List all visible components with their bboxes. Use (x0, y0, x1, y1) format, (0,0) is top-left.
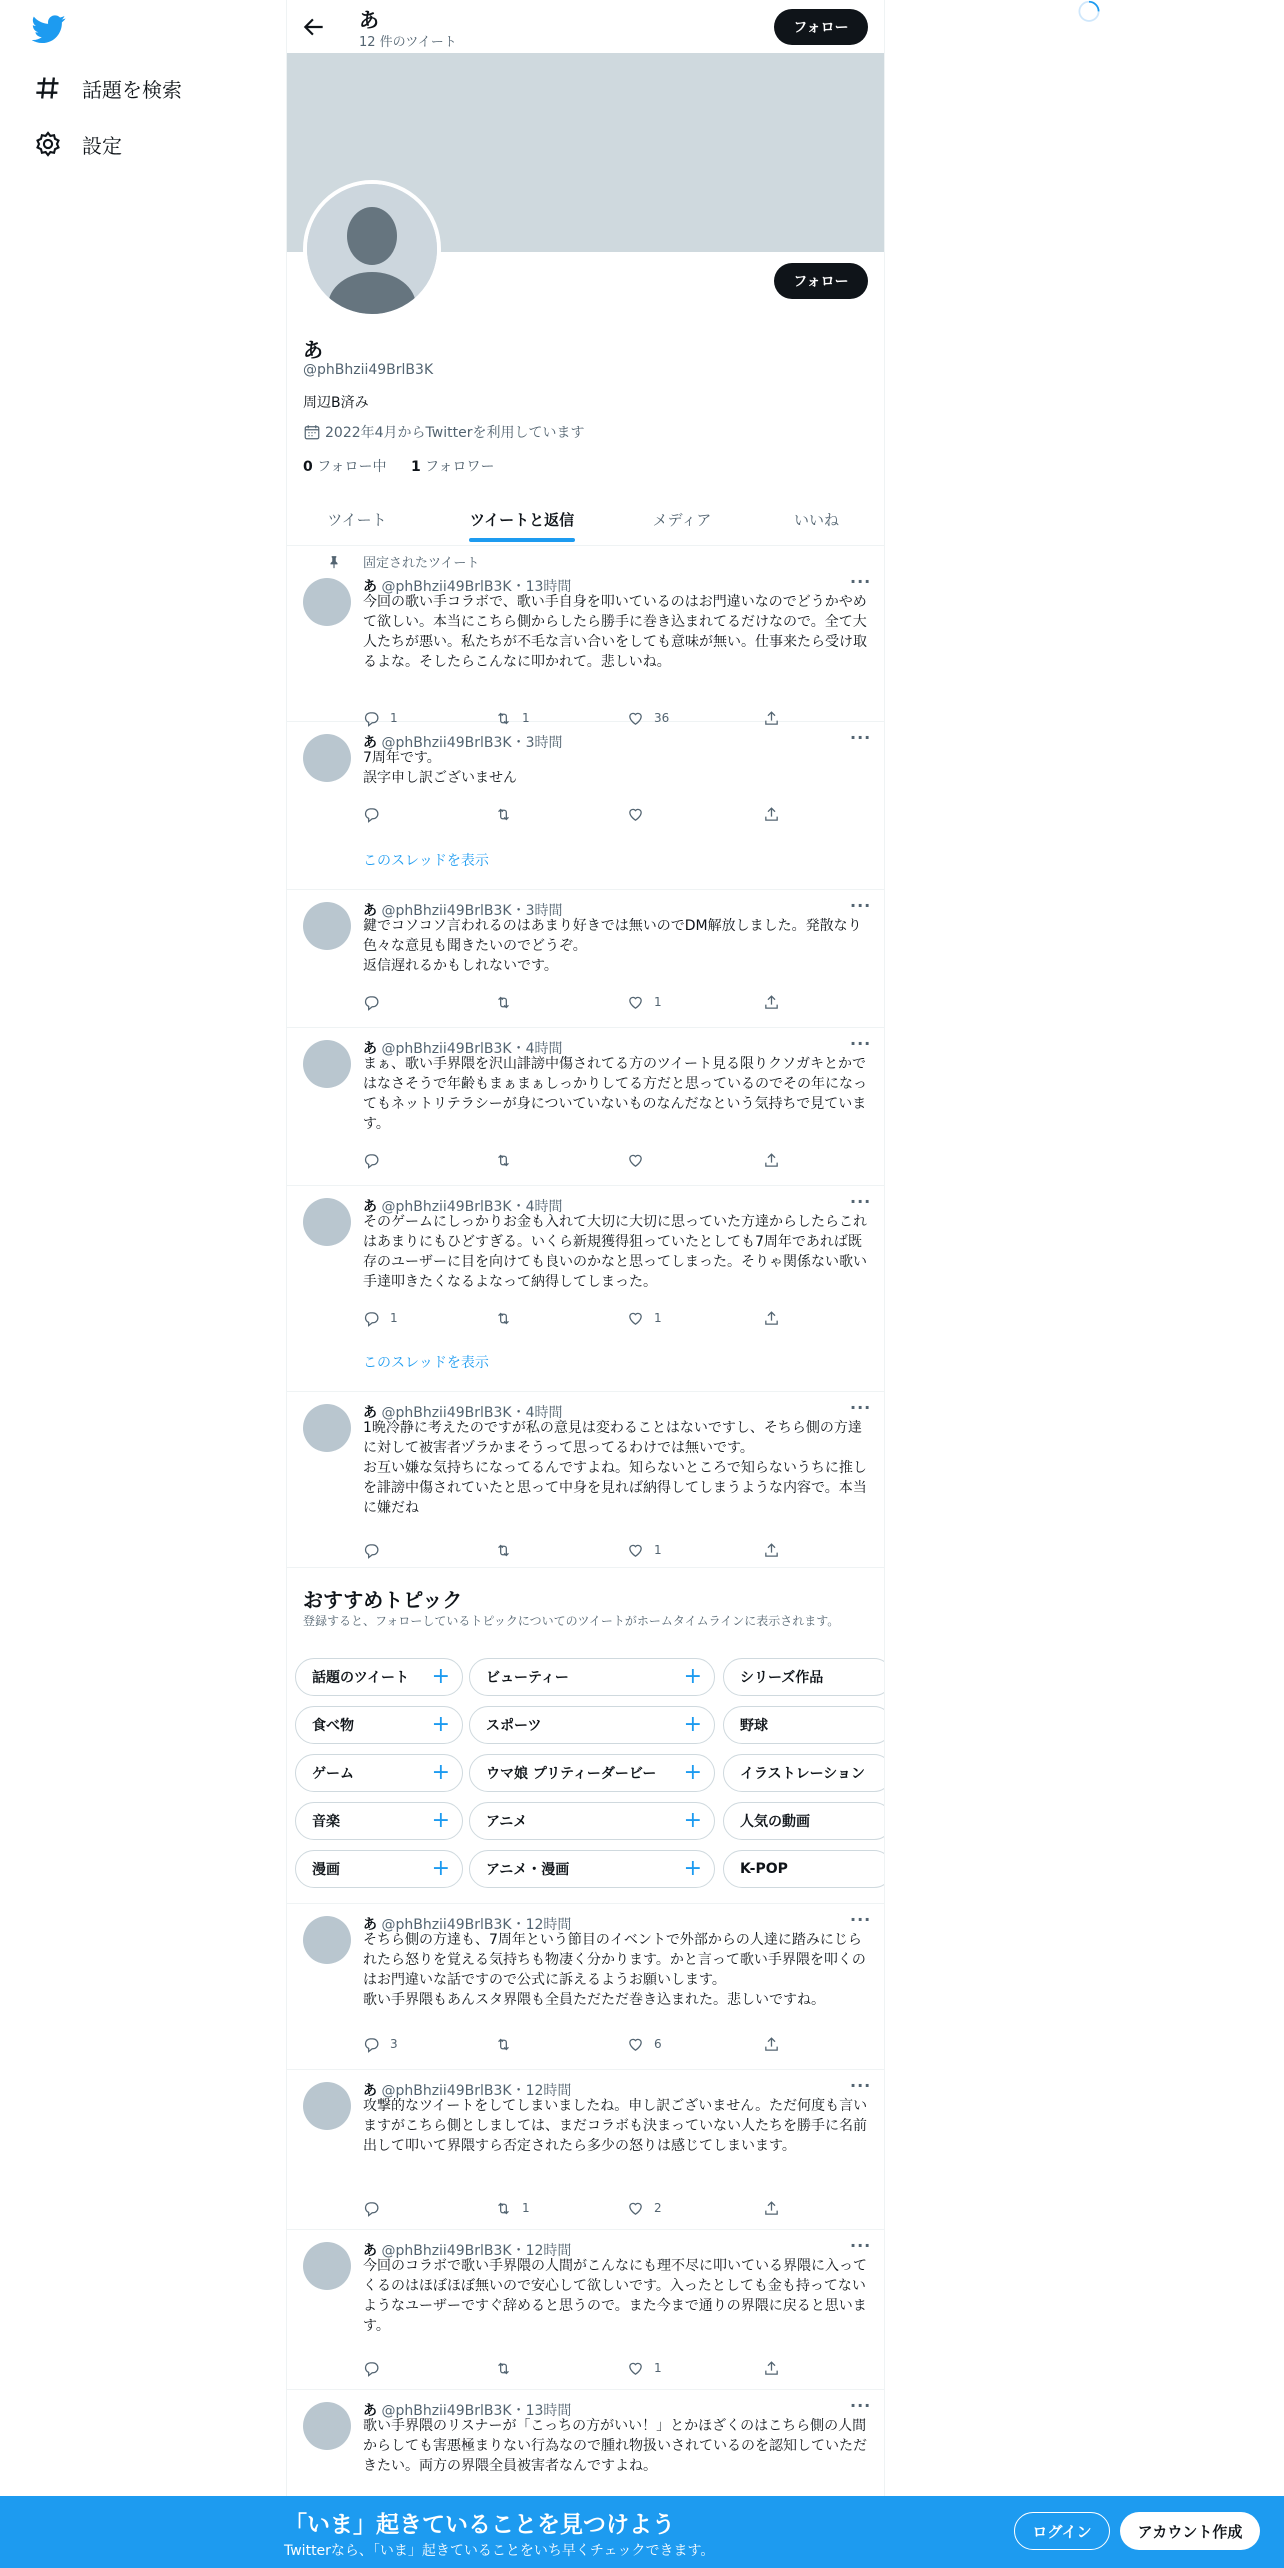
tab-likes[interactable]: いいね (793, 511, 839, 529)
reply-button[interactable] (363, 804, 390, 824)
heart-icon (627, 2036, 644, 2053)
like-count: 1 (654, 2361, 662, 2375)
tweet-author-name[interactable]: あ (363, 2403, 377, 2419)
plus-icon[interactable]: + (683, 1760, 702, 1785)
heart-icon (627, 994, 644, 1011)
tweet-avatar[interactable] (303, 902, 351, 950)
heart-icon (627, 1310, 644, 1327)
reply-icon (363, 2360, 380, 2377)
retweet-button[interactable] (495, 1150, 522, 1170)
profile-joined-text: 2022年4月からTwitterを利用しています (325, 425, 585, 441)
plus-icon[interactable]: + (431, 1760, 450, 1785)
tweet-text: 1晩冷静に考えたのですが私の意見は変わることはないですし、そちら側の方達に対して被害者ヅラかまそうって思ってるわけでは無いです。 お互い嫌な気持ちになってるんですよね。知らないところで知らないうちに推しを誹謗中傷されていたと思って中身を見れば納得してしまうような内容で。本当に嫌だね (363, 1420, 867, 1516)
topic-chip[interactable] (723, 1706, 885, 1744)
share-button[interactable] (763, 1540, 790, 1560)
followers-link[interactable] (411, 459, 495, 475)
topic-chip-label: ゲーム (312, 1766, 354, 1782)
tweet-author-name[interactable]: あ (363, 1041, 377, 1057)
share-icon (763, 1152, 780, 1169)
tweet-meta: @phBhzii49BrlB3K・4時間 (381, 1199, 563, 1215)
tweet-actions (363, 1308, 793, 1328)
header-follow-button[interactable]: フォロー (774, 9, 868, 45)
tweet-actions (363, 2358, 793, 2378)
back-arrow-icon[interactable] (301, 14, 327, 40)
like-button[interactable] (627, 2034, 662, 2054)
gear-icon (34, 130, 62, 158)
pinned-label-text: 固定されたツイート (363, 556, 480, 571)
following-link[interactable] (303, 459, 387, 475)
reply-button[interactable] (363, 1150, 390, 1170)
plus-icon[interactable]: + (431, 1856, 450, 1881)
retweet-button[interactable] (495, 804, 522, 824)
topic-chip-label: 人気の動画 (740, 1814, 810, 1830)
tweet-actions (363, 1540, 793, 1560)
tweet-author-name[interactable]: あ (363, 2243, 377, 2259)
nav-explore[interactable] (34, 68, 182, 108)
retweet-button[interactable] (495, 2034, 522, 2054)
reply-button[interactable] (363, 2034, 398, 2054)
retweet-count: 1 (522, 2201, 530, 2215)
tweet-meta: @phBhzii49BrlB3K・4時間 (381, 1405, 563, 1421)
tweet-text: 今回のコラボで歌い手界隈の人間がこんなにも理不尽に叩いている界隈に入ってくるのはほぼほぼ無いので安心して欲しいです。入ったとしても金も持ってないようなユーザーですぐ辞めると思うので。また今まで通りの界隈に戻ると思います。 (363, 2258, 867, 2334)
topic-chip[interactable] (723, 1850, 885, 1888)
plus-icon[interactable]: + (431, 1664, 450, 1689)
header-name: あ (359, 8, 379, 32)
topic-chip-label: 漫画 (312, 1862, 340, 1878)
main-column (286, 0, 885, 2568)
nav-settings-label: 設定 (82, 133, 122, 158)
tweet[interactable] (287, 722, 885, 890)
more-options-icon[interactable]: ··· (850, 2236, 872, 2255)
tweet[interactable] (287, 2390, 885, 2510)
topic-chip[interactable] (469, 1658, 715, 1696)
left-sidebar (0, 0, 286, 2568)
default-avatar-icon (307, 184, 437, 314)
like-count: 6 (654, 2037, 662, 2051)
like-button[interactable] (627, 1540, 662, 1560)
reply-button[interactable] (363, 2198, 390, 2218)
retweet-icon (495, 2200, 512, 2217)
like-count: 1 (654, 1543, 662, 1557)
tweet-avatar[interactable] (303, 578, 351, 626)
tweet[interactable] (287, 890, 885, 1028)
topic-chip-label: スポーツ (486, 1718, 542, 1734)
like-button[interactable] (627, 1308, 662, 1328)
retweet-icon (495, 994, 512, 1011)
reply-icon (363, 1152, 380, 1169)
share-icon (763, 2036, 780, 2053)
like-button[interactable] (627, 804, 654, 824)
topic-chip[interactable] (469, 1850, 715, 1888)
twitter-logo-icon[interactable] (32, 12, 66, 46)
tweet[interactable] (287, 1186, 885, 1392)
share-button[interactable] (763, 992, 790, 1012)
heart-icon (627, 2200, 644, 2217)
like-count: 36 (654, 711, 670, 725)
retweet-button[interactable] (495, 992, 522, 1012)
more-options-icon[interactable]: ··· (850, 2396, 872, 2415)
plus-icon[interactable]: + (683, 1712, 702, 1737)
tweet-text: まぁ、歌い手界隈を沢山誹謗中傷されてる方のツイート見る限りクソガキとかではなさそうで年齢もまぁまぁしっかりしてる方だと思っているのでその年になってもネットリテラシーが身についていないものなんだなという気持ちで見ています。 (363, 1056, 867, 1132)
like-button[interactable] (627, 2198, 662, 2218)
topic-chip[interactable] (295, 1850, 463, 1888)
share-icon (763, 994, 780, 1011)
share-button[interactable] (763, 2034, 790, 2054)
tweet-text: 今回の歌い手コラボで、歌い手自身を叩いているのはお門違いなのでどうかやめて欲しい。本当にこちら側からしたら勝手に巻き込まれてるだけなので。全て大人たちが悪い。私たちが不毛な言い合いをしても意味が無い。仕事来たら受け取るよな。そしたらこんなに叩かれて。悲しいね。 (363, 594, 867, 670)
tweet-text: 7周年です。 誤字申し訳ございません (363, 750, 517, 786)
topic-chip-label: イラストレーション (740, 1766, 866, 1782)
plus-icon[interactable]: + (683, 1856, 702, 1881)
tab-tweets-and-replies[interactable]: ツイートと返信 (469, 511, 575, 529)
tweet-author-name[interactable]: あ (363, 579, 377, 595)
nav-explore-label: 話題を検索 (82, 77, 182, 102)
topic-chip-label: 話題のツイート (312, 1670, 410, 1686)
tweet[interactable] (287, 1028, 885, 1186)
following-label: フォロー中 (312, 459, 387, 475)
reply-icon (363, 1310, 380, 1327)
retweet-button[interactable] (495, 1308, 522, 1328)
tweet-avatar[interactable] (303, 1404, 351, 1452)
followers-label: フォロワー (420, 459, 495, 475)
share-icon (763, 2360, 780, 2377)
reply-button[interactable] (363, 992, 390, 1012)
retweet-button[interactable] (495, 2198, 530, 2218)
login-button[interactable]: ログイン (1014, 2512, 1110, 2550)
plus-icon[interactable]: + (683, 1808, 702, 1833)
topic-chip-label: 食べ物 (312, 1718, 354, 1734)
tweet[interactable] (287, 2070, 885, 2230)
share-icon (763, 806, 780, 823)
retweet-button[interactable] (495, 1540, 522, 1560)
tab-tweets[interactable]: ツイート (327, 511, 387, 529)
tweet-text: 歌い手界隈のリスナーが「こっちの方がいい！」とかほざくのはこちら側の人間からしても害悪極まりない行為なので腫れ物扱いされているのを認知していただきたい。両方の界隈全員被害者なんですよね。 (363, 2418, 867, 2474)
tweet-author-name[interactable]: あ (363, 1405, 377, 1421)
retweet-icon (495, 2360, 512, 2377)
retweet-icon (495, 1152, 512, 1169)
like-count: 2 (654, 2201, 662, 2215)
like-count: 1 (654, 1311, 662, 1325)
reply-count: 3 (390, 2037, 398, 2051)
following-count: 0 (303, 459, 313, 475)
more-options-icon[interactable]: ··· (850, 728, 872, 747)
more-options-icon[interactable]: ··· (850, 1398, 872, 1417)
recommended-topics (287, 1568, 885, 1904)
tweet-avatar[interactable] (303, 2402, 351, 2450)
profile-follow-stats (303, 456, 494, 476)
plus-icon[interactable]: + (683, 1664, 702, 1689)
tweet-actions (363, 804, 793, 824)
profile-handle: @phBhzii49BrlB3K (303, 362, 434, 378)
profile-header-bar (287, 0, 885, 53)
topic-chip[interactable] (469, 1754, 715, 1792)
topic-chip-label: シリーズ作品 (740, 1670, 824, 1686)
topic-chip[interactable] (723, 1658, 885, 1696)
tweet-avatar[interactable] (303, 2082, 351, 2130)
tweet-meta: @phBhzii49BrlB3K・12時間 (381, 2083, 572, 2099)
tweet-text: 鍵でコソコソ言われるのはあまり好きでは無いのでDM解放しました。発散なり色々な意見も聞きたいのでどうぞ。 返信遅れるかもしれないです。 (363, 918, 862, 974)
tweet[interactable] (287, 1392, 885, 1568)
heart-icon (627, 2360, 644, 2377)
followers-count: 1 (410, 459, 421, 475)
profile-tabs (287, 493, 885, 546)
signup-bottom-bar (0, 2496, 1284, 2568)
calendar-icon (303, 423, 321, 441)
tweet-meta: @phBhzii49BrlB3K・13時間 (381, 579, 572, 595)
reply-icon (363, 1542, 380, 1559)
reply-icon (363, 994, 380, 1011)
header-tweet-count: 12 件のツイート (359, 35, 457, 50)
tab-media[interactable]: メディア (652, 511, 712, 529)
share-button[interactable] (763, 804, 790, 824)
hashtag-icon (34, 74, 62, 102)
reply-button[interactable] (363, 2358, 390, 2378)
show-thread-link[interactable]: このスレッドを表示 (363, 1355, 489, 1371)
reply-icon (363, 806, 380, 823)
retweet-icon (495, 1542, 512, 1559)
share-button[interactable] (763, 1308, 790, 1328)
share-button[interactable] (763, 2198, 790, 2218)
topic-chip-label: K-POP (740, 1861, 788, 1877)
more-options-icon[interactable]: ··· (850, 1910, 872, 1929)
tweet-meta: @phBhzii49BrlB3K・4時間 (381, 1041, 563, 1057)
tweet-text: そちら側の方達も、7周年という節目のイベントで外部からの人達に踏みにじられたら怒りを覚える気持ちも物凄く分かります。かと言って歌い手界隈を叩くのはお門違いな話ですので公式に訴えるようお願いします。 歌い手界隈もあんスタ界隈も全員ただただ巻き込まれた。悲しいですね。 (363, 1932, 866, 2008)
tweet-meta: @phBhzii49BrlB3K・13時間 (381, 2403, 572, 2419)
topic-chip-label: 野球 (740, 1718, 768, 1734)
signup-button[interactable]: アカウント作成 (1120, 2512, 1260, 2550)
profile-bio: 周辺B済み (303, 395, 369, 411)
topics-title: おすすめトピック (303, 1588, 463, 1612)
tweet[interactable] (287, 2230, 885, 2390)
tweet-author-name[interactable]: あ (363, 903, 377, 919)
topic-chip[interactable] (295, 1802, 463, 1840)
topic-chip-label: ビューティー (486, 1670, 569, 1686)
tweet-avatar[interactable] (303, 1198, 351, 1246)
active-tab-indicator (469, 538, 575, 542)
reply-count: 1 (390, 711, 398, 725)
tweet-avatar[interactable] (303, 1916, 351, 1964)
tweet-actions (363, 1150, 793, 1170)
topic-chip-label: 音楽 (312, 1814, 340, 1830)
tweet-avatar[interactable] (303, 1040, 351, 1088)
topic-chip-label: アニメ・漫画 (486, 1862, 570, 1878)
tweet-author-name[interactable]: あ (363, 1199, 377, 1215)
bottom-bar-title: 「いま」起きていることを見つけよう (284, 2512, 675, 2538)
tweet-meta: @phBhzii49BrlB3K・12時間 (381, 2243, 572, 2259)
show-thread-link[interactable]: このスレッドを表示 (363, 853, 489, 869)
share-icon (763, 1542, 780, 1559)
retweet-icon (495, 806, 512, 823)
tweet-avatar[interactable] (303, 734, 351, 782)
loading-spinner-icon (1073, 0, 1105, 28)
tweet-text: 攻撃的なツイートをしてしまいましたね。申し訳ございません。ただ何度も言いますがこちら側としましては、まだコラボも決まっていない人たちを勝手に名前出して叩いて界隈すら否定されたら多少の怒りは感じてしまいます。 (363, 2098, 868, 2154)
topic-chip[interactable] (295, 1658, 463, 1696)
tweet-text: そのゲームにしっかりお金も入れて大切に大切に思っていた方達からしたらこれはあまりにもひどすぎる。いくら新規獲得狙っていたとしても7周年であれば既存のユーザーに目を向けても良いのかなと思ってしまった。そりゃ関係ない歌い手達叩きたくなるよなって納得してしまった。 (363, 1214, 867, 1290)
topic-chip[interactable] (469, 1706, 715, 1744)
nav-settings[interactable] (34, 124, 122, 164)
topic-chip[interactable] (469, 1802, 715, 1840)
more-options-icon[interactable]: ··· (850, 572, 872, 591)
plus-icon[interactable]: + (431, 1712, 450, 1737)
plus-icon[interactable]: + (431, 1808, 450, 1833)
like-button[interactable] (627, 992, 662, 1012)
topic-chip[interactable] (723, 1754, 885, 1792)
heart-icon (627, 1542, 644, 1559)
retweet-icon (495, 1310, 512, 1327)
more-options-icon[interactable]: ··· (850, 2076, 872, 2095)
share-button[interactable] (763, 2358, 790, 2378)
like-button[interactable] (627, 1150, 654, 1170)
tweet-actions (363, 2034, 793, 2054)
topic-chip-label: アニメ (486, 1814, 528, 1830)
tweet-author-name[interactable]: あ (363, 2083, 377, 2099)
reply-icon (363, 2200, 380, 2217)
tweet-author-name[interactable]: あ (363, 1917, 377, 1933)
topic-chip[interactable] (295, 1706, 463, 1744)
reply-icon (363, 2036, 380, 2053)
profile-joined (303, 422, 584, 442)
more-options-icon[interactable]: ··· (850, 896, 872, 915)
retweet-button[interactable] (495, 2358, 522, 2378)
topic-chip-label: ウマ娘 プリティーダービー (486, 1766, 657, 1782)
share-button[interactable] (763, 1150, 790, 1170)
reply-button[interactable] (363, 1308, 398, 1328)
heart-icon (627, 806, 644, 823)
tweet-meta: @phBhzii49BrlB3K・12時間 (381, 1917, 572, 1933)
retweet-icon (495, 2036, 512, 2053)
share-icon (763, 1310, 780, 1327)
tweet-actions (363, 992, 793, 1012)
topics-subtitle: 登録すると、フォローしているトピックについてのツイートがホームタイムラインに表示されます。 (303, 1614, 840, 1628)
more-options-icon[interactable]: ··· (850, 1034, 872, 1053)
heart-icon (627, 1152, 644, 1169)
profile-avatar[interactable] (303, 180, 441, 318)
tweet-actions (363, 2198, 793, 2218)
retweet-count: 1 (522, 711, 530, 725)
tweet[interactable] (287, 1904, 885, 2070)
topic-chip[interactable] (723, 1802, 885, 1840)
tweet-avatar[interactable] (303, 2242, 351, 2290)
tweet-author-name[interactable]: あ (363, 735, 377, 751)
reply-button[interactable] (363, 1540, 390, 1560)
profile-name: あ (303, 338, 323, 362)
topic-chip[interactable] (295, 1754, 463, 1792)
more-options-icon[interactable]: ··· (850, 1192, 872, 1211)
reply-count: 1 (390, 1311, 398, 1325)
share-icon (763, 2200, 780, 2217)
tweet[interactable] (287, 546, 885, 725)
like-count: 1 (654, 995, 662, 1009)
bottom-bar-subtitle: Twitterなら、「いま」起きていることをいち早くチェックできます。 (284, 2543, 715, 2559)
tweet-meta: @phBhzii49BrlB3K・3時間 (381, 735, 563, 751)
tweet-meta: @phBhzii49BrlB3K・3時間 (381, 903, 563, 919)
profile-follow-button[interactable]: フォロー (774, 263, 868, 299)
like-button[interactable] (627, 2358, 662, 2378)
